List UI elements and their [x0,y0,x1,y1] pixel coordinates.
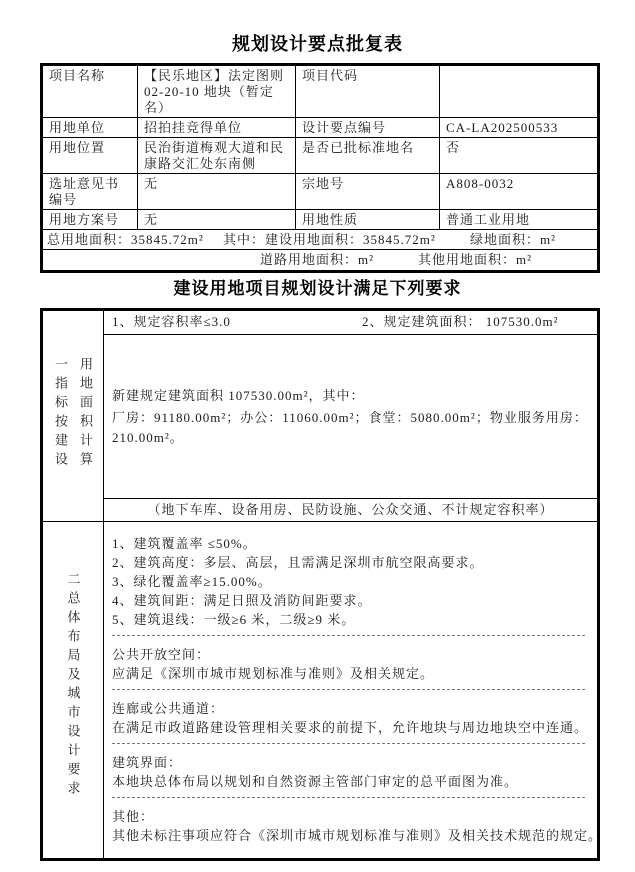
section1-note: （地下车库、设备用房、民防设施、公众交通、不计规定容积率） [104,498,597,521]
section-land-use-indicators [43,311,597,522]
block-text-public-open-space: 应满足《深圳市城市规划标准与准则》及相关规定。 [112,666,435,681]
dashed-divider [112,635,585,636]
total-land-area: 总用地面积：35845.72m² [47,232,204,247]
section1-detail-cell [104,335,597,498]
requirements-title: 建设用地项目规划设计满足下列要求 [173,279,462,298]
field-label-approved-name: 是否已批标准地名 [296,138,440,174]
table-row [43,66,597,118]
section-layout-requirements [43,522,603,858]
green-land-area: 绿地面积：m² [470,232,557,247]
table-row [43,210,597,230]
field-value-project-code [440,66,597,118]
field-value-parcel-no: A808-0032 [440,174,597,210]
dashed-divider [112,689,585,690]
block-heading-others: 其他： [112,809,155,824]
requirement-item: 5、建筑退线：一级≥6 米，二级≥9 米。 [112,612,356,627]
field-label-project-name: 项目名称 [43,66,138,118]
plot-ratio-item: 1、规定容积率≤3.0 [112,314,231,329]
requirement-item: 3、绿化覆盖率≥15.00%。 [112,574,272,589]
section2-content [104,522,603,858]
requirement-item: 2、建筑高度：多层、高层，且需满足深圳市航空限高要求。 [112,555,484,570]
field-label-location: 用地位置 [43,138,138,174]
section1-side-label-cell [43,311,104,521]
section2-side-label-cell [43,522,104,858]
block-heading-corridor: 连廊或公共通道： [112,701,225,716]
project-info-table [40,63,600,273]
document-page [0,33,635,872]
requirements-table [40,308,603,861]
section2-side-label: 二总体布局及城市设计要求 [65,572,81,800]
field-value-design-no: CA-LA202500533 [440,118,597,138]
block-text-building-interface: 本地块总体布局以规划和自然资源主管部门审定的总平面图为准。 [112,774,519,789]
section1-indicator-row [104,311,597,335]
new-build-area-line: 新建规定建筑面积 107530.00m²，其中： [112,387,365,403]
field-value-land-plan-no: 无 [138,210,296,230]
block-heading-public-open-space: 公共开放空间： [112,647,211,662]
table-row [43,138,597,174]
field-label-land-use-type: 用地性质 [296,210,440,230]
block-text-corridor: 在满足市政道路建设管理相关要求的前提下，允许地块与周边地块空中连通。 [112,720,589,735]
field-value-site-opinion-no: 无 [138,174,296,210]
block-text-others: 其他未标注事项应符合《深圳市城市规划标准与准则》及相关技术规范的规定。 [112,828,603,843]
section1-content [104,311,597,521]
field-label-parcel-no: 宗地号 [296,174,440,210]
dashed-divider [112,797,585,798]
field-value-land-user: 招拍挂竞得单位 [138,118,296,138]
field-value-land-use-type: 普通工业用地 [440,210,597,230]
field-value-approved-name: 否 [440,138,597,174]
page-title: 规划设计要点批复表 [232,34,403,54]
area-summary-row2 [43,250,597,270]
table-row [43,118,597,138]
table-row [43,174,597,210]
field-label-project-code: 项目代码 [296,66,440,118]
field-value-location: 民治街道梅观大道和民康路交汇处东南侧 [138,138,296,174]
gross-floor-area-item: 2、规定建筑面积： 107530.0m² [362,314,559,329]
field-label-land-user: 用地单位 [43,118,138,138]
area-breakdown-line: 厂房：91180.00m²；办公：11060.00m²；食堂：5080.00m²；物业服务用房：210.00m²。 [112,409,588,445]
road-land-area: 道路用地面积：m² [260,252,375,267]
dashed-divider [112,743,585,744]
construction-land-area: 其中：建设用地面积：35845.72m² [223,232,436,247]
field-label-land-plan-no: 用地方案号 [43,210,138,230]
requirement-item: 1、建筑覆盖率 ≤50%。 [112,536,257,551]
section1-side-label: 一指标按建设用地面积计算 [53,357,93,471]
other-land-area: 其他用地面积：m² [418,252,533,267]
field-value-project-name: 【民乐地区】法定图则02-20-10 地块（暂定名） [138,66,296,118]
requirement-item: 4、建筑间距：满足日照及消防间距要求。 [112,593,372,608]
block-heading-building-interface: 建筑界面： [112,755,183,770]
field-label-site-opinion-no: 选址意见书编号 [43,174,138,210]
area-summary-row [43,230,597,250]
field-label-design-no: 设计要点编号 [296,118,440,138]
